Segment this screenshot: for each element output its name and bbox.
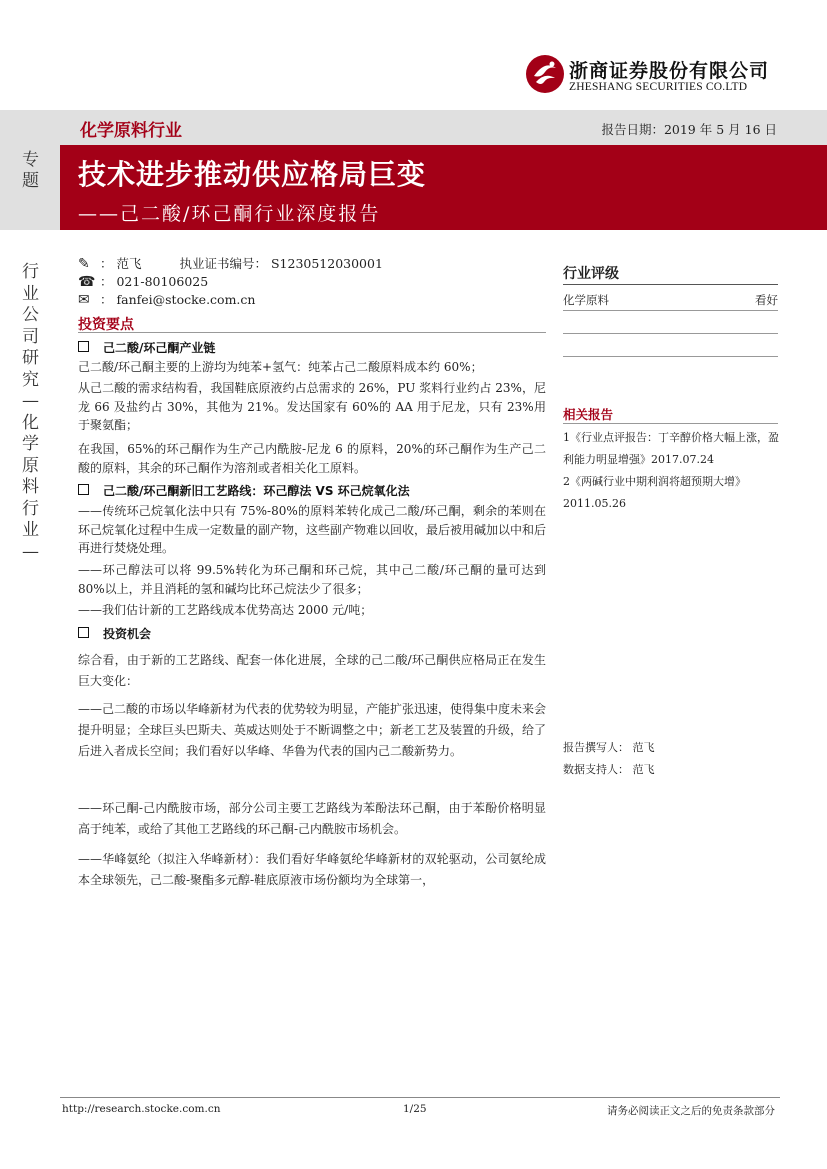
email-address[interactable]: fanfei@stocke.com.cn — [116, 292, 256, 307]
section-divider — [78, 332, 546, 333]
cert-label: 执业证书编号： — [179, 256, 267, 271]
data-supporter: 数据支持人： 范飞 — [563, 763, 655, 776]
paragraph: 综合看，由于新的工艺路线、配套一体化进展，全球的己二酸/环己酮供应格局正在发生巨大变化： — [78, 653, 546, 688]
paragraph: ——华峰氨纶（拟注入华峰新材）：我们看好华峰氨纶华峰新材的双轮驱动，公司氨纶成本全球领先，己二酸-聚酯多元醇-鞋底原液市场份额均为全球第一， — [78, 852, 546, 887]
page-number: 1/25 — [403, 1103, 427, 1115]
related-reports-title: 相关报告 — [563, 407, 614, 422]
analyst-row: ✎ ： 范飞 执业证书编号： S1230512030001 — [78, 256, 383, 272]
mail-icon: ✉ — [78, 292, 90, 308]
paragraph: 己二酸/环己酮主要的上游均为纯苯+氢气：纯苯占己二酸原料成本约 60%； — [78, 360, 483, 374]
paragraph: ——环己醇法可以将 99.5%转化为环己酮和环己烷，其中己二酸/环己酮的量可达到 80%以上，并且消耗的氢和碱均比环己烷法少了很多； — [78, 563, 546, 596]
checkbox-bullet-icon — [78, 484, 89, 495]
rating-value: 看好 — [755, 293, 778, 307]
rating-industry: 化学原料 — [563, 293, 609, 307]
subsection-title-1: 己二酸/环己酮产业链 — [78, 339, 215, 356]
industry-label: 化学原料行业 — [80, 121, 182, 141]
company-logo — [525, 54, 770, 98]
paragraph: ——我们估计新的工艺路线成本优势高达 2000 元/吨； — [78, 603, 373, 617]
related-report-item[interactable]: 2《两碱行业中期利润将超预期大增》2011.05.26 — [563, 475, 746, 510]
checkbox-bullet-icon — [78, 341, 89, 352]
rating-title: 行业评级 — [563, 266, 619, 282]
footer-disclaimer: 请务必阅读正文之后的免责条款部分 — [607, 1105, 775, 1117]
report-title: 技术进步推动供应格局巨变 — [78, 158, 427, 191]
subsection-title-3: 投资机会 — [78, 625, 151, 642]
related-report-item[interactable]: 1《行业点评报告：丁辛醇价格大幅上涨，盈利能力明显增强》2017.07.24 — [563, 431, 779, 466]
paragraph: ——传统环己烷氧化法中只有 75%-80%的原料苯转化成己二酸/环己酮，剩余的苯则在环己烷氧化过程中生成一定数量的副产物，这些副产物难以回收，最后被用碱加以中和后再进行焚烧处理。 — [78, 504, 547, 555]
company-name-cn: 浙商证券股份有限公司 — [569, 60, 770, 82]
vertical-category-label: 行业公司研究—化学原料行业— — [22, 262, 39, 562]
company-name-en: ZHESHANG SECURITIES CO.LTD — [569, 81, 748, 93]
rating-divider — [563, 356, 778, 357]
phone-number: 021-80106025 — [116, 274, 209, 289]
related-divider — [563, 423, 778, 424]
investment-highlights-title: 投资要点 — [78, 317, 134, 333]
report-writer: 报告撰写人： 范飞 — [563, 741, 655, 754]
phone-row: ☎ ： 021-80106025 — [78, 274, 209, 290]
paragraph: 从己二酸的需求结构看，我国鞋底原液约占总需求的 26%，PU 浆料行业约占 23%，尼龙 66 及盐约占 30%，其他为 21%。发达国家有 60%的 AA 用于尼龙，只有 23%用于聚氨酯； — [78, 381, 546, 432]
paragraph: ——己二酸的市场以华峰新材为代表的优势较为明显，产能扩张迅速，使得集中度未来会提升明显；全球巨头巴斯夫、英威达则处于不断调整之中；新老工艺及装置的升级，给了后进入者成长空间；我们看好以华峰、华鲁为代表的国内己二酸新势力。 — [78, 702, 547, 758]
paragraph: ——环己酮-己内酰胺市场，部分公司主要工艺路线为苯酚法环己酮，由于苯酚价格明显高于纯苯，或给了其他工艺路线的环己酮-己内酰胺市场机会。 — [78, 801, 546, 836]
zheshang-logo-icon — [525, 54, 565, 94]
email-row: ✉ ： fanfei@stocke.com.cn — [78, 292, 256, 308]
report-subtitle: ——己二酸/环己酮行业深度报告 — [78, 203, 381, 225]
report-date: 报告日期：2019 年 5 月 16 日 — [601, 122, 777, 137]
analyst-name: 范飞 — [116, 256, 142, 271]
rating-divider — [563, 284, 778, 285]
rating-divider — [563, 333, 778, 334]
footer-url[interactable]: http://research.stocke.com.cn — [62, 1103, 221, 1115]
rating-row — [563, 292, 778, 308]
pen-icon: ✎ — [78, 256, 90, 272]
checkbox-bullet-icon — [78, 627, 89, 638]
subsection-title-2: 己二酸/环己酮新旧工艺路线：环己醇法 VS 环己烷氧化法 — [78, 482, 410, 499]
report-type-label: 专题 — [22, 150, 39, 191]
cert-number: S1230512030001 — [270, 256, 383, 271]
rating-divider — [563, 310, 778, 311]
phone-icon: ☎ — [78, 274, 96, 290]
paragraph: 在我国，65%的环己酮作为生产己内酰胺-尼龙 6 的原料，20%的环己酮作为生产己二酸的原料，其余的环己酮作为溶剂或者相关化工原料。 — [78, 442, 546, 475]
footer-divider — [60, 1097, 780, 1098]
